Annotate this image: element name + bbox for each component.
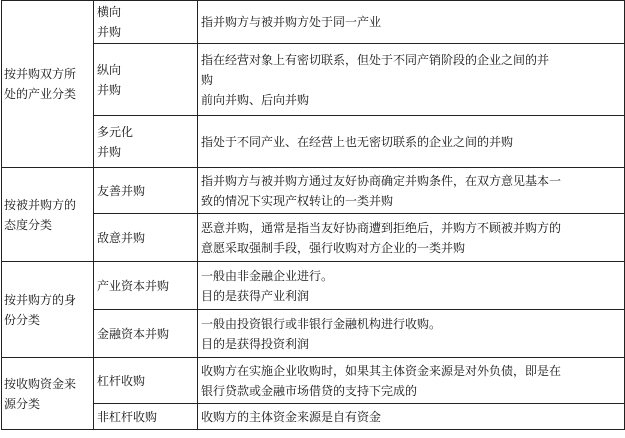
table-row xyxy=(2,116,625,168)
description-cell: 指并购方与被并购方通过友好协商确定并购条件，在双方意见基本一 致的情况下实现产权转让的一类并购 xyxy=(198,168,625,214)
type-cell: 杠杆收购 xyxy=(94,358,198,404)
description-cell: 指并购方与被并购方处于同一产业 xyxy=(198,1,625,44)
table-row xyxy=(2,358,625,404)
type-cell: 友善并购 xyxy=(94,168,198,214)
table-row xyxy=(2,404,625,430)
description-cell: 指处于不同产业、在经营上也无密切联系的企业之间的并购 xyxy=(198,116,625,168)
category-cell: 按收购资金来 源分类 xyxy=(2,358,94,430)
type-cell: 产业资本并购 xyxy=(94,262,198,310)
type-cell: 敌意并购 xyxy=(94,214,198,262)
type-cell: 金融资本并购 xyxy=(94,310,198,358)
description-cell: 一般由投资银行或非银行金融机构进行收购。 目的是获得投资利润 xyxy=(198,310,625,358)
description-cell: 一般由非金融企业进行。 目的是获得产业利润 xyxy=(198,262,625,310)
table-row xyxy=(2,310,625,358)
type-cell: 多元化 并购 xyxy=(94,116,198,168)
table-row xyxy=(2,214,625,262)
description-cell: 收购方在实施企业收购时，如果其主体资金来源是对外负债，即是在 银行贷款或金融市场借贷的支持下完成的 xyxy=(198,358,625,404)
merger-classification-table xyxy=(1,0,625,430)
description-cell: 指在经营对象上有密切联系，但处于不同产销阶段的企业之间的并 购 前向并购、后向并购 xyxy=(198,44,625,116)
type-cell: 纵向 并购 xyxy=(94,44,198,116)
type-cell: 横向 并购 xyxy=(94,1,198,44)
category-cell: 按被并购方的 态度分类 xyxy=(2,168,94,262)
table-row xyxy=(2,1,625,44)
category-cell: 按并购双方所 处的产业分类 xyxy=(2,1,94,168)
description-cell: 恶意并购，通常是指当友好协商遭到拒绝后，并购方不顾被并购方的 意愿采取强制手段，强行收购对方企业的一类并购 xyxy=(198,214,625,262)
type-cell: 非杠杆收购 xyxy=(94,404,198,430)
table-row xyxy=(2,44,625,116)
category-cell: 按并购方的身 份分类 xyxy=(2,262,94,358)
table-row xyxy=(2,168,625,214)
description-cell: 收购方的主体资金来源是自有资金 xyxy=(198,404,625,430)
table-row xyxy=(2,262,625,310)
